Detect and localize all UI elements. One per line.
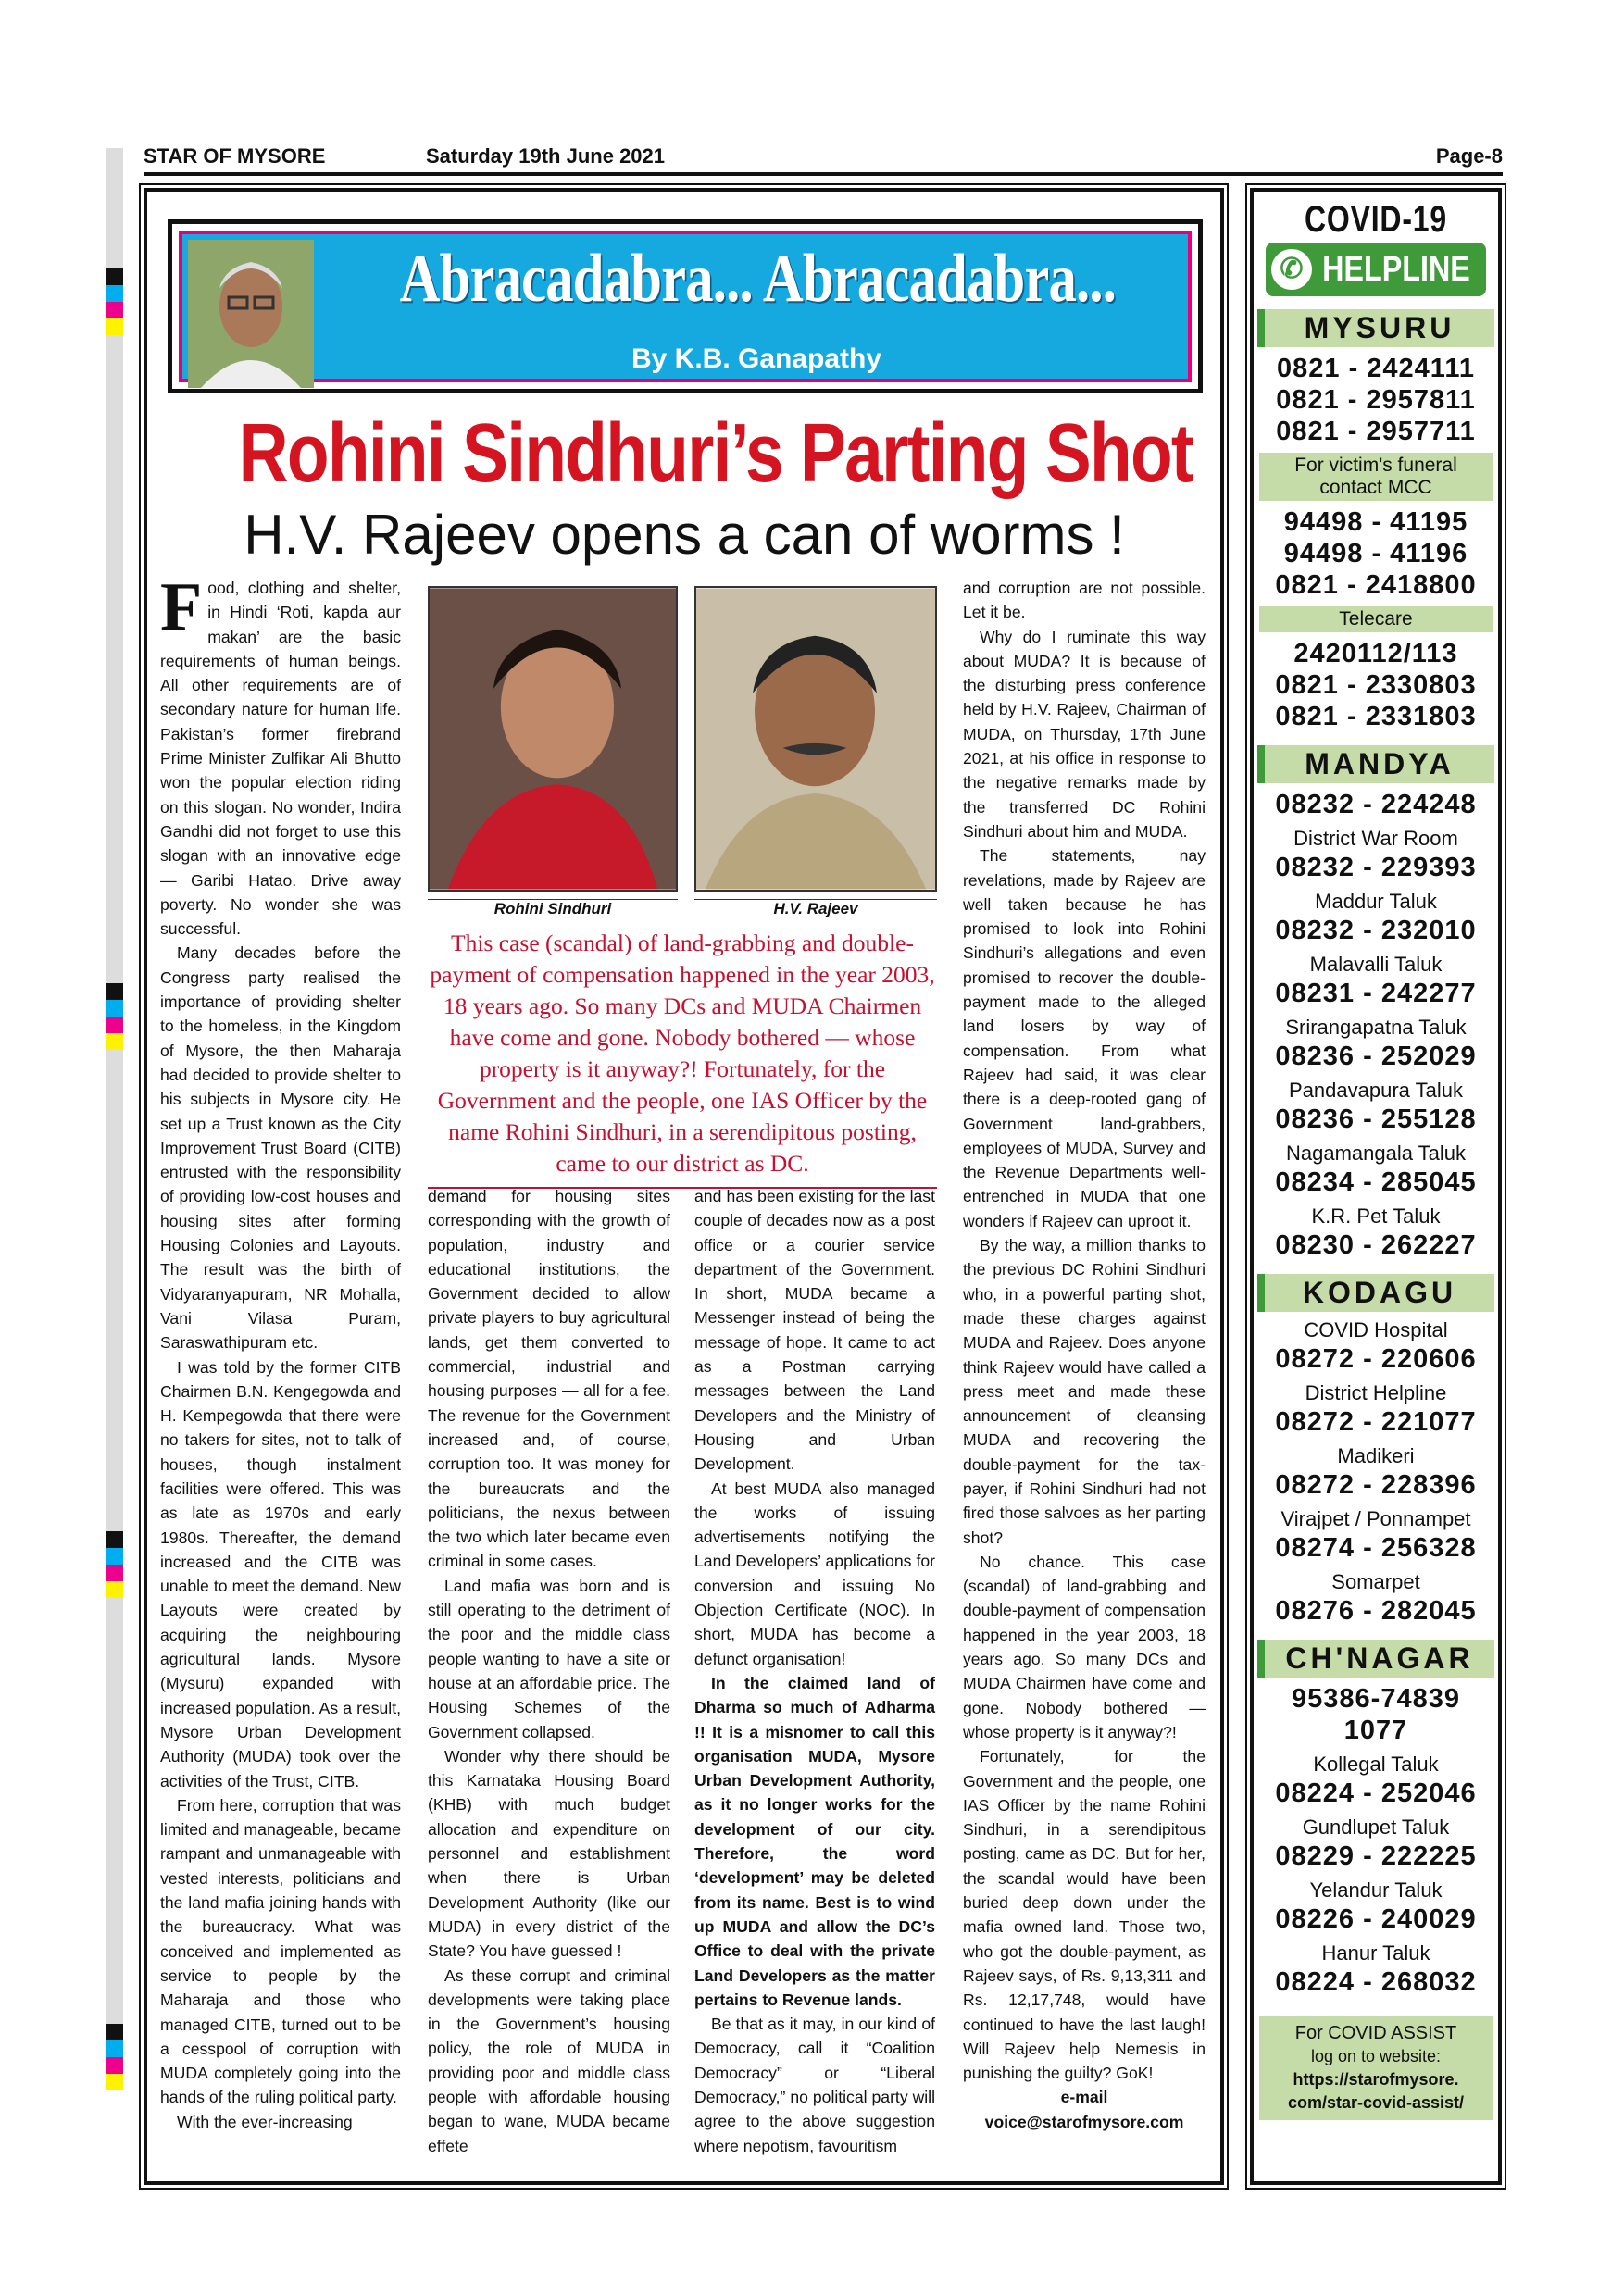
column-byline: By K.B. Ganapathy — [631, 343, 882, 374]
email-label: e-mail — [1060, 2088, 1108, 2107]
assist-link-2[interactable]: com/star-covid-assist/ — [1287, 2093, 1465, 2112]
column-2: demand for housing sites corresponding with the growth of population, industry and educational institutions, the Government decided to allow private players to buy agricultural lands, get them converted to commercial, industrial and housing purposes — all for a fee. The revenue for the Government increased and, of course, corruption too. It was money for the bureaucrats and the politicians, the nexus between the two which later became even criminal in some cases. Land mafia was born and is still operating to the detriment of the poor and the middle class people wanting to have a site or house at an affordable price. The Housing Schemes of the Government collapsed. Wonder why there should be this Karnataka Housing Board (KHB) with much budget allocation and expenditure on personnel and establishment when there is Urban Development Authority (like our MUDA) in every district of the State? You have guessed ! As these corrupt and criminal developments were taking place in the Government’s housing policy, the role of MUDA in providing poor and middle class people with affordable housing began to wane, MUDA became effete — [428, 1187, 670, 2155]
photo-hv-rajeev — [694, 586, 937, 892]
photo-rohini-sindhuri — [428, 586, 678, 892]
region-chnagar: CH'NAGAR — [1257, 1640, 1494, 1678]
column-3: and has been existing for the last couple of decades now as a post office or a courier service department of the Government. In short, MUDA became a Messenger instead of being the message of hope. It came to act as a Postman carrying messages between the Land Developers and the Ministry of Housing and Urban Development. At best MUDA also managed the works of issuing advertisements notifying the Land Developers’ applications for conversion and issuing No Objection Certificate (NOC). In short, MUDA has become a defunct organisation! In the claimed land of Dharma so much of Adharma !! It is a misnomer to call this organisation MUDA, Mysore Urban Development Authority, as it no longer works for the development of our city. Therefore, the word ‘development’ may be deleted from its name. Best is to wind up MUDA and allow the DC’s Office to deal with the private Land Developers as the matter pertains to Revenue lands. Be that as it may, in our kind of Democracy, call it “Coalition Democracy” or “Liberal Democracy,” no political party will agree to the above suggestion where nepotism, favouritism — [694, 1187, 935, 2155]
caption-rohini-sindhuri: Rohini Sindhuri — [428, 899, 678, 918]
column-banner — [168, 219, 1203, 393]
issue-date: Saturday 19th June 2021 — [426, 144, 666, 168]
column-title: Abracadabra... Abracadabra... — [399, 241, 1117, 317]
covid-assist-box: For COVID ASSIST log on to website: https://starofmysore. com/star-covid-assist/ — [1259, 2016, 1493, 2120]
publication-name: STAR OF MYSORE — [144, 144, 326, 168]
column-4: and corruption are not possible. Let it be. Why do I ruminate this way about MUDA? It is because of the disturbing press conference held by H.V. Rajeev, Chairman of MUDA, on Thursday, 17th June 2021, at his office in response to the negative remarks made by the transferred DC Rohini Sindhuri about him and MUDA. The statements, nay revelations, made by Rajeev are well taken because he has promised to look into Rohini Sindhuri’s allegations and even promised to recover the double-payment made to the alleged land losers by way of compensation. From what Rajeev had said, it was clear there is a deep-rooted gang of Government land-grabbers, employees of MUDA, Survey and the Revenue Departments well-entrenched in MUDA that one wonders if Rajeev can uproot it. By the way, a million thanks to the previous DC Rohini Sindhuri who, in a powerful parting shot, made these charges against MUDA and Rajeev. Does anyone think Rajeev would have called a press meet and made these announcement of cleansing MUDA and recovering the double-payment for the tax-payer, if Rohini Sindhuri had not fired those salvoes as her parting shot? No chance. This case (scandal) of land-grabbing and double-payment of compensation happened in the year 2003, 18 years ago. So many DCs and MUDA Chairmen have come and gone. Nobody bothered — whose property is it anyway?! Fortunately, for the Government and the people, one IAS Officer by the name Rohini Sindhuri, in a serendipitous posting, came as DC. But for her, the scandal would have been buried deep down under the mafia owned land. Those two, who got the double-payment, as Rajeev says, of Rs. 9,13,311 and Rs. 12,17,748, would have continued to have the last laugh! Will Rajeev help Nemesis in punishing the guilty? GoK! e-mail voice@starofmysore.com — [963, 576, 1206, 2134]
drop-cap: F — [160, 569, 203, 645]
subheadline: H.V. Rajeev opens a can of worms ! — [244, 504, 1125, 566]
registration-marks — [106, 148, 123, 2090]
page-number: Page-8 — [1435, 144, 1503, 168]
assist-link-1[interactable]: https://starofmysore. — [1293, 2070, 1459, 2089]
caption-hv-rajeev: H.V. Rajeev — [694, 899, 937, 918]
sidebar-title: COVID-19 — [1305, 199, 1447, 240]
header-rule — [144, 172, 1503, 176]
region-kodagu: KODAGU — [1257, 1274, 1494, 1312]
article-box — [144, 188, 1224, 2185]
phone-icon: ✆ — [1271, 249, 1312, 290]
author-portrait — [188, 240, 314, 388]
covid-helpline-sidebar: COVID-19 ✆ HELPLINE MYSURU 0821 - 2424111 0821 - 2957811 0821 - 2957711 For victim's funeral contact MCC 94498 - 41195 94498 - 41196 0821 - 2418800 Telecare 2420112/113 0821 - 2330803 0821 - 2331803 MANDYA 08232 - 224248 District War Room 08232 - 229393 Maddur Taluk 08232 - 232010 Malavalli Taluk 08231 - 242277 Srirangapatna Taluk 08236 - 252029 Pandavapura Taluk 08236 - 255128 Nagamangala Taluk 08234 - 285045 K.R. Pet Taluk 08230 - 262227 KODAGU COVID Hospital 08272 - 220606 District Helpline 08272 - 221077 Madikeri 08272 - 228396 Virajpet / Ponnampet 08274 - 256328 Somarpet 08276 - 282045 CH'NAGAR 95386-74839 1077 Kollegal Taluk 08224 - 252046 Gundlupet Taluk 08229 - 222225 Yelandur Taluk 08226 - 240029 Hanur Taluk 08224 - 268032 For COVID ASSIST log on to website: https://starofmysore. com/star-covid-assist/ — [1250, 188, 1502, 2185]
email-address: voice@starofmysore.com — [984, 2112, 1184, 2131]
headline: Rohini Sindhuri’s Parting Shot — [238, 407, 1193, 500]
helpline-badge: ✆ HELPLINE — [1266, 243, 1486, 296]
column-1: Food, clothing and shelter, in Hindi ‘Roti, kapda aur makan’ are the basic requirements of human beings. All other requirements are of secondary nature for human life. Pakistan’s former firebrand Prime Minister Zulfikar Ali Bhutto won the popular election riding on this slogan. No wonder, Indira Gandhi did not forget to use this slogan with an innovative edge — Garibi Hatao. Drive away poverty. No wonder she was successful. Many decades before the Congress party realised the importance of providing shelter to the homeless, in the Kingdom of Mysore, the then Maharaja had decided to provide shelter to his subjects in Mysore city. He set up a Trust known as the City Improvement Trust Board (CITB) entrusted with the responsibility of providing low-cost houses and housing sites after forming Housing Colonies and Layouts. The result was the birth of Vidyaranyapuram, NR Mohalla, Vani Vilasa Puram, Saraswathipuram etc. I was told by the former CITB Chairmen B.N. Kengegowda and H. Kempegowda that there were no takers for sites, not to talk of houses, though instalment facilities were offered. This was as late as 1970s and early 1980s. Thereafter, the demand increased and the CITB was unable to meet the demand. New Layouts were created by acquiring the neighbouring agricultural lands. Mysore (Mysuru) expanded with increased population. As a result, Mysore Urban Development Authority (MUDA) took over the activities of the Trust, CITB. From here, corruption that was limited and manageable, became rampant and unmanageable with vested interests, politicians and the land mafia joining hands with the bureaucracy. What was conceived and implemented as service to people by the Maharaja and those who managed CITB, turned out to be a cesspool of corruption with MUDA completely going into the hands of the ruling political party. With the ever-increasing — [160, 569, 401, 2131]
page-header — [144, 141, 1503, 176]
region-mandya: MANDYA — [1257, 745, 1494, 783]
pull-quote: This case (scandal) of land-grabbing and double-payment of compensation happened in the year 2003, 18 years ago. So many DCs and MUDA Chairmen have come and gone. Nobody bothered — whose property is it anyway?! Fortunately, for the Government and the people, one IAS Officer by the name Rohini Sindhuri, in a serendipitous posting, came to our district as DC. — [428, 928, 937, 1189]
region-mysuru: MYSURU — [1257, 309, 1494, 347]
